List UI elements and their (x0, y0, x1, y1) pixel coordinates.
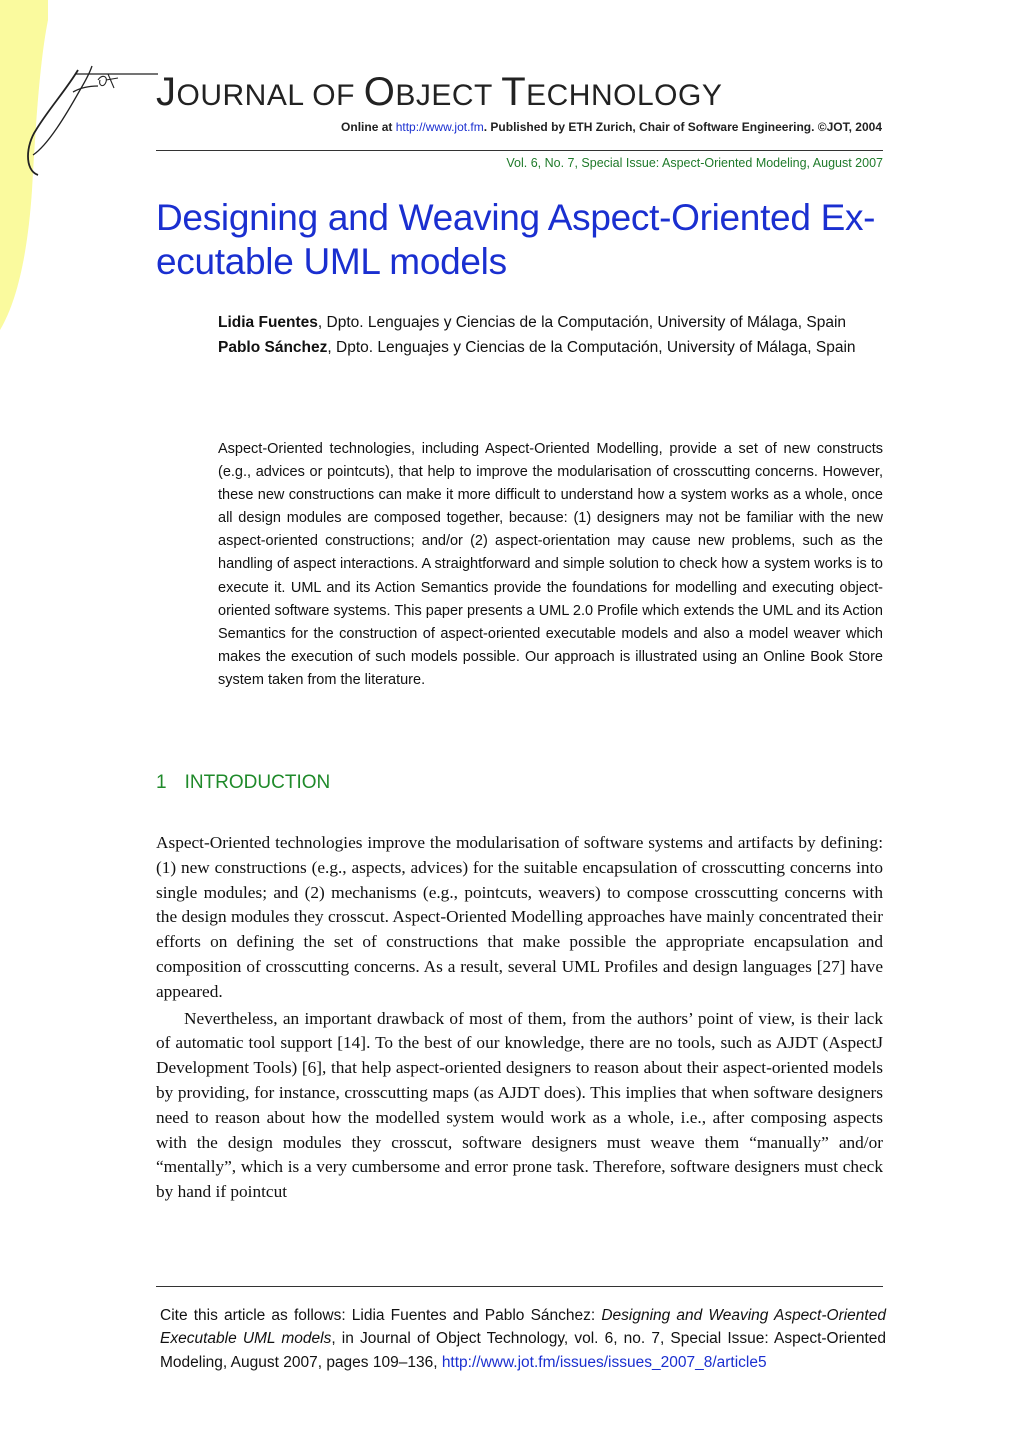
author-entry: Lidia Fuentes, Dpto. Lenguajes y Ciencias de la Computación, University of Málaga, Spain (218, 314, 847, 331)
journal-url-link[interactable]: http://www.jot.fm (395, 120, 484, 134)
body-text (156, 831, 883, 1205)
author-name: Pablo Sánchez (218, 338, 328, 356)
paragraph: Aspect-Oriented technologies improve the modularisation of software systems and artifacts by defining: (1) new constructions (e.g., aspects, advices) for the suitable encapsulation of crosscutting concerns into single modules; and (2) mechanisms (e.g., pointcuts, weavers) to compose crosscutting concerns with the design modules they crosscut. Aspect-Oriented Modelling approaches have mainly concentrated their efforts on defining the set of constructions that make possible the appropriate encapsulation and composition of crosscutting concerns. As a result, several UML Profiles and design languages [27] have appeared. (156, 833, 883, 1001)
journal-subtitle: Online at http://www.jot.fm. Published by ETH Zurich, Chair of Software Engineering. ©JOT, 2004 (341, 120, 882, 134)
issue-line: Vol. 6, No. 7, Special Issue: Aspect-Oriented Modeling, August 2007 (506, 156, 883, 170)
author-name: Lidia Fuentes (218, 314, 318, 331)
author-list (218, 311, 883, 360)
footnote-rule (156, 1286, 883, 1287)
header-rule (156, 150, 883, 151)
journal-masthead (156, 72, 886, 134)
jot-script-logo-icon (18, 60, 168, 180)
abstract: Aspect-Oriented technologies, including Aspect-Oriented Modelling, provide a set of new constructs (e.g., advices or pointcuts), that help to improve the modularisation of crosscutting concerns. However, these new constructions can make it more difficult to understand how a system works as a whole, once all design modules are composed together, because: (1) designers may not be familiar with the new aspect-oriented constructions; and/or (2) aspect-orientation may cause new problems, such as the handling of aspect interactions. A straightforward and simple solution to check how a system works is to execute it. UML and its Action Semantics provide the foundations for modelling and executing object-oriented software systems. This paper presents a UML 2.0 Profile which extends the UML and its Action Semantics for the construction of aspect-oriented executable models and also a model weaver which makes the execution of such models possible. Our approach is illustrated using an Online Book Store system taken from the literature. (218, 441, 883, 688)
paper-title: Designing and Weaving Aspect-Oriented Ex- ecutable UML models (156, 197, 876, 282)
journal-name: JOURNAL OF OBJECT TECHNOLOGY (156, 70, 723, 114)
paragraph: Nevertheless, an important drawback of most of them, from the authors’ point of view, is their lack of automatic tool support [14]. To the best of our knowledge, there are no tools, such as AJDT (AspectJ Development Tools) [6], that help aspect-oriented designers to reason about their aspect-oriented models by providing, for instance, crosscutting maps (as AJDT does). This implies that when software designers need to reason about how the modelled system would work as a whole, i.e., after composing aspects with the design modules they crosscut, software designers must weave them “manually” and/or “mentally”, which is a very cumbersome and error prone task. Therefore, software designers must check by hand if pointcut (156, 1008, 883, 1202)
section-heading: 1 INTRODUCTION (156, 772, 331, 793)
citation-footnote: Cite this article as follows: Lidia Fuentes and Pablo Sánchez: Designing and Weaving Aspect-Oriented Executable UML models, in Journal of Object Technology, vol. 6, no. 7, Special Issue: Aspect-Oriented Modeling, August 2007, pages 109–136, http://www.jot.fm/issues/issues_2007_8/article5 (160, 1307, 886, 1371)
author-entry: Pablo Sánchez, Dpto. Lenguajes y Ciencias de la Computación, University of Málaga, Spain (218, 338, 856, 356)
article-url-link[interactable]: http://www.jot.fm/issues/issues_2007_8/article5 (441, 1353, 767, 1371)
